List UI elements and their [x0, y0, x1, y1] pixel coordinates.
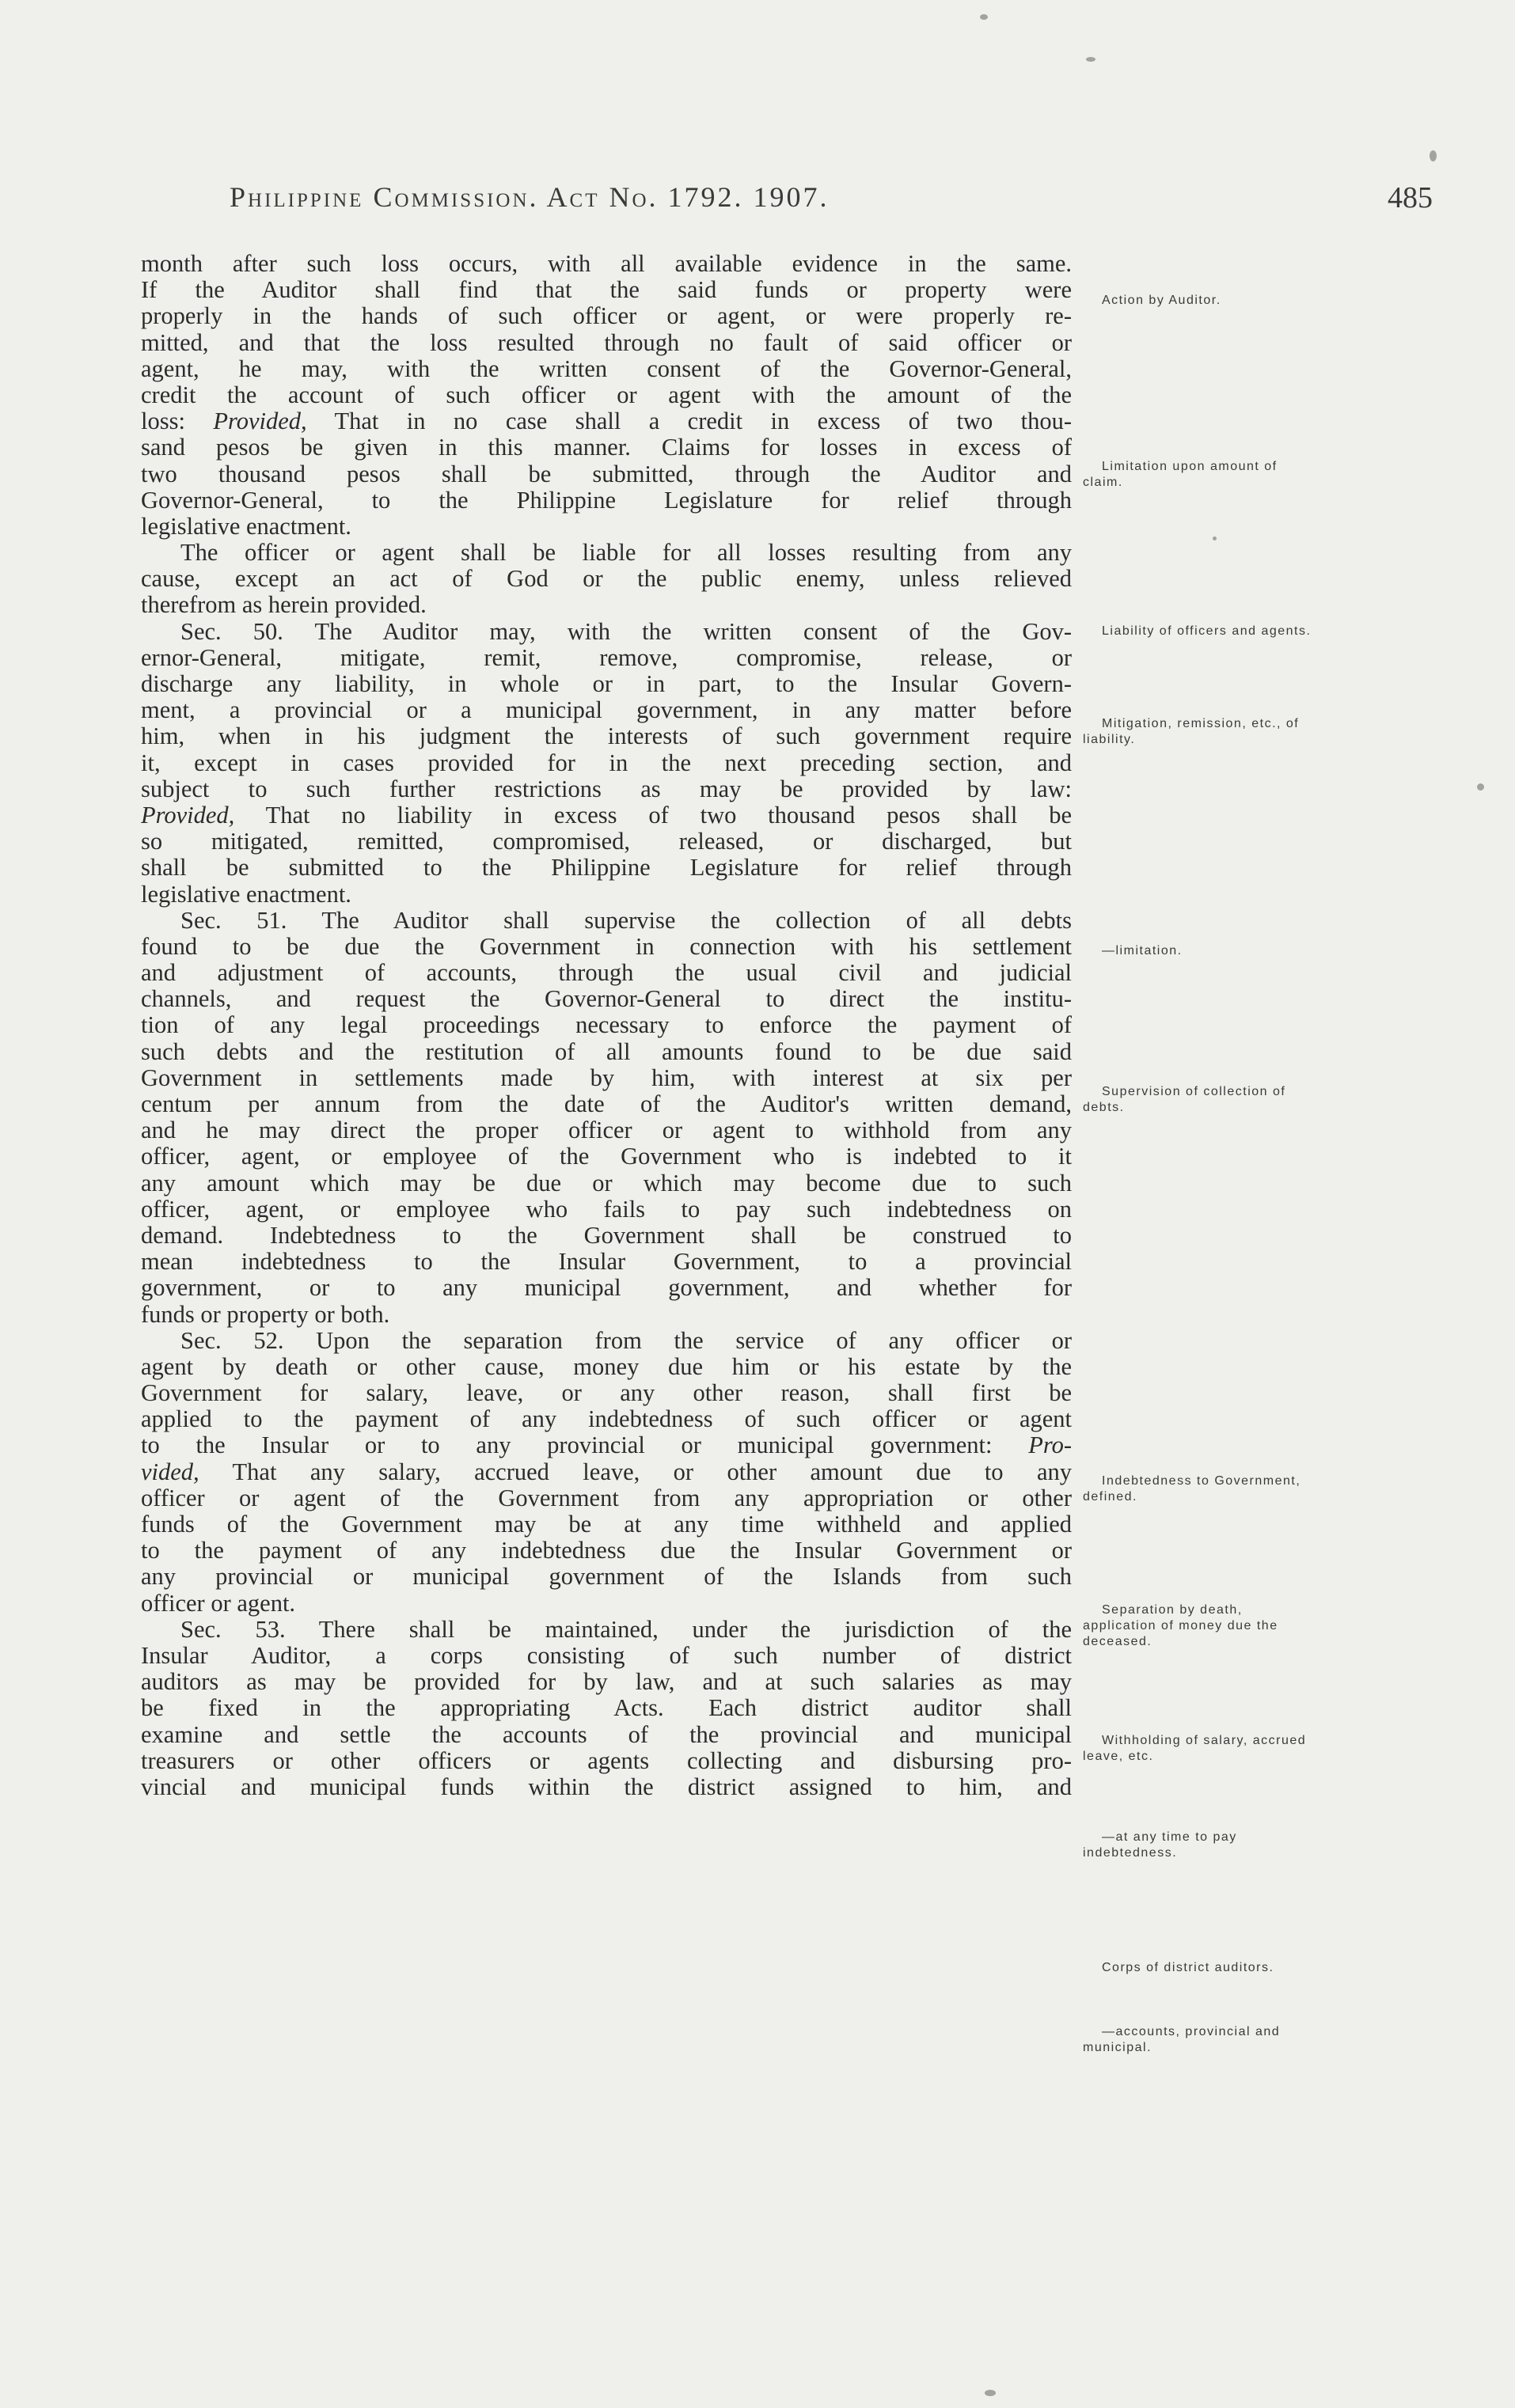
text-line: ment, a provincial or a municipal government, in any matter before [141, 697, 1072, 724]
text-line: examine and settle the accounts of the provincial and municipal [141, 1721, 1072, 1748]
scan-speck [1477, 783, 1484, 791]
text-line: found to be due the Government in connection with his settlement [141, 933, 1072, 960]
text-line: two thousand pesos shall be submitted, through the Auditor and [141, 461, 1072, 487]
text-line: funds or property or both. [141, 1301, 390, 1328]
text-line: Insular Auditor, a corps consisting of such number of district [141, 1642, 1072, 1669]
text-line: month after such loss occurs, with all available evidence in the same. [141, 251, 1072, 277]
text-line: Provided, That no liability in excess of two thousand pesos shall be [141, 802, 1072, 829]
text-line: applied to the payment of any indebtedness of such officer or agent [141, 1406, 1072, 1433]
text-line: it, except in cases provided for in the next preceding section, and [141, 749, 1072, 776]
text-line: The officer or agent shall be liable for all losses resulting from any [180, 540, 1072, 567]
text-line: officer or agent. [141, 1590, 296, 1617]
text-line: therefrom as herein provided. [141, 592, 427, 619]
text-line: credit the account of such officer or agent with the amount of the [141, 381, 1072, 408]
text-line: discharge any liability, in whole or in part, to the Insular Govern- [141, 671, 1072, 697]
text-line: cause, except an act of God or the public enemy, unless relieved [141, 566, 1072, 593]
margin-note: —accounts, provincial and municipal. [1083, 2025, 1281, 2054]
text-line: sand pesos be given in this manner. Claims for losses in excess of [141, 434, 1072, 461]
page-header [230, 180, 1433, 228]
text-line: ernor-General, mitigate, remit, remove, compromise, release, or [141, 644, 1072, 671]
text-line: mitted, and that the loss resulted through no fault of said officer or [141, 329, 1072, 356]
text-line: mean indebtedness to the Insular Government, to a provincial [141, 1249, 1072, 1276]
text-line: to the payment of any indebtedness due the Insular Government or [141, 1538, 1072, 1564]
text-line: officer or agent of the Government from any appropriation or other [141, 1485, 1072, 1511]
text-line: properly in the hands of such officer or agent, or were properly re- [141, 303, 1072, 330]
text-line: be fixed in the appropriating Acts. Each district auditor shall [141, 1695, 1072, 1722]
text-line: centum per annum from the date of the Auditor's written demand, [141, 1091, 1072, 1117]
text-line: tion of any legal proceedings necessary to enforce the payment of [141, 1012, 1072, 1039]
text-line: shall be submitted to the Philippine Legislature for relief through [141, 855, 1072, 882]
text-line: agent by death or other cause, money due him or his estate by the [141, 1353, 1072, 1380]
scan-speck [985, 2390, 996, 2396]
text-line: him, when in his judgment the interests of such government require [141, 723, 1072, 750]
text-line: legislative enactment. [141, 513, 351, 540]
text-line: If the Auditor shall find that the said funds or property were [141, 277, 1072, 304]
text-line: Government in settlements made by him, with interest at six per [141, 1064, 1072, 1091]
text-line: any amount which may be due or which may become due to such [141, 1170, 1072, 1196]
text-line: legislative enactment. [141, 881, 351, 908]
scan-speck [980, 14, 988, 20]
text-line: demand. Indebtedness to the Government shall be construed to [141, 1222, 1072, 1249]
scan-speck [1430, 150, 1437, 161]
text-line: loss: Provided, That in no case shall a credit in excess of two thou- [141, 408, 1072, 435]
text-line: government, or to any municipal government, and whether for [141, 1275, 1072, 1302]
text-line: subject to such further restrictions as may be provided by law: [141, 775, 1072, 802]
margin-note: —at any time to pay indebtedness. [1083, 1830, 1237, 1860]
text-line: Sec. 50. The Auditor may, with the written consent of the Gov- [180, 618, 1072, 645]
text-line: Government for salary, leave, or any other reason, shall first be [141, 1380, 1072, 1407]
margin-note: Mitigation, remission, etc., of liability. [1083, 717, 1300, 746]
margin-note: Liability of officers and agents. [1102, 624, 1312, 638]
margin-note: Separation by death, application of money due the deceased. [1083, 1603, 1278, 1648]
text-line: treasurers or other officers or agents collecting and disbursing pro- [141, 1747, 1072, 1774]
scan-speck [1086, 57, 1095, 62]
margin-note: Action by Auditor. [1102, 294, 1221, 307]
text-line: Governor-General, to the Philippine Legislature for relief through [141, 487, 1072, 514]
margin-note: Indebtedness to Government, defined. [1083, 1474, 1301, 1504]
text-line: Sec. 53. There shall be maintained, under the jurisdiction of the [180, 1616, 1072, 1643]
text-line: agent, he may, with the written consent of the Governor-General, [141, 355, 1072, 382]
text-line: Sec. 52. Upon the separation from the service of any officer or [180, 1327, 1072, 1354]
text-line: channels, and request the Governor-General to direct the institu- [141, 986, 1072, 1013]
margin-note: —limitation. [1102, 944, 1183, 958]
text-line: any provincial or municipal government of the Islands from such [141, 1564, 1072, 1591]
text-line: vided, That any salary, accrued leave, or other amount due to any [141, 1458, 1072, 1485]
margin-note: Withholding of salary, accrued leave, etc. [1083, 1734, 1307, 1763]
margin-note: Limitation upon amount of claim. [1083, 460, 1278, 489]
text-line: vincial and municipal funds within the district assigned to him, and [141, 1773, 1072, 1800]
text-line: auditors as may be provided for by law, and at such salaries as may [141, 1669, 1072, 1696]
text-line: such debts and the restitution of all amounts found to be due said [141, 1038, 1072, 1065]
text-line: and he may direct the proper officer or agent to withhold from any [141, 1117, 1072, 1144]
page-number: 485 [1388, 181, 1433, 214]
margin-note: Supervision of collection of debts. [1083, 1085, 1286, 1114]
text-line: officer, agent, or employee who fails to pay such indebtedness on [141, 1196, 1072, 1223]
scan-speck [1213, 537, 1217, 540]
text-line: to the Insular or to any provincial or municipal government: Pro- [141, 1432, 1072, 1459]
running-head: Philippine Commission. Act No. 1792. 1907. [230, 181, 830, 213]
text-line: Sec. 51. The Auditor shall supervise the collection of all debts [180, 907, 1072, 934]
margin-note: Corps of district auditors. [1102, 1961, 1274, 1974]
text-line: so mitigated, remitted, compromised, released, or discharged, but [141, 829, 1072, 855]
body-text [141, 251, 1072, 1800]
text-line: funds of the Government may be at any time withheld and applied [141, 1511, 1072, 1538]
text-line: and adjustment of accounts, through the usual civil and judicial [141, 960, 1072, 987]
text-line: officer, agent, or employee of the Government who is indebted to it [141, 1143, 1072, 1170]
